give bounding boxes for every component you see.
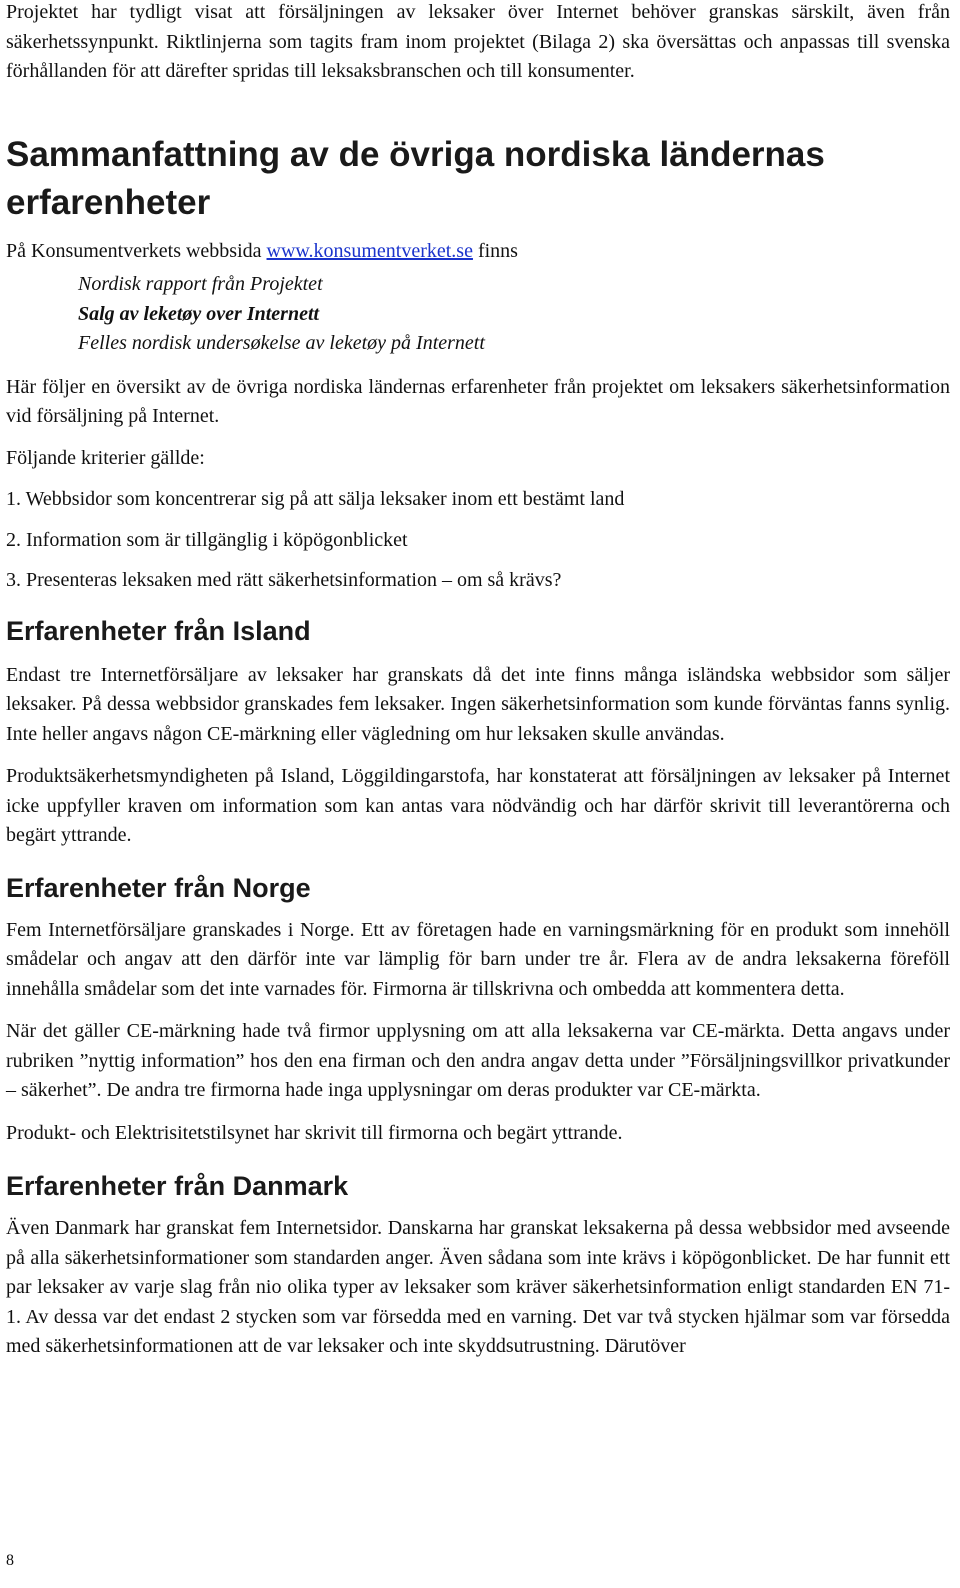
- criteria-item: 2. Information som är tillgänglig i köpögonblicket: [6, 528, 408, 551]
- konsumentverket-link[interactable]: www.konsumentverket.se: [266, 239, 473, 262]
- section-heading-island: Erfarenheter från Island: [6, 615, 311, 646]
- source-line-after: finns: [472, 239, 518, 262]
- intro-paragraph: Projektet har tydligt visat att försäljningen av leksaker över Internet behöver granskas särskilt, även från säkerhetssynpunkt. Riktlinjerna som tagits fram inom projektet (Bilaga 2) ska översättas och anpassas till svenska förhållanden för att därefter spridas till leksaksbranschen och till konsumenter.: [6, 1, 950, 82]
- document-page: [6, 0, 950, 1362]
- criteria-item: 3. Presenteras leksaken med rätt säkerhetsinformation – om så krävs?: [6, 569, 562, 591]
- norge-paragraph-1: Fem Internetförsäljare granskades i Norge. Ett av företagen hade en varningsmärkning för en produkt som innehöll smådelar och angav att den därför inte var lämplig för barn under tre år. Flera av de andra leksakerna föreföll innehålla smådelar som det inte varnades för. Firmorna är tillskrivna och ombedda att kommentera detta.: [6, 918, 950, 1000]
- reference-line-1: Nordisk rapport från Projektet: [78, 273, 323, 295]
- norge-paragraph-2: När det gäller CE-märkning hade två firmor upplysning om att alla leksakerna var CE-märkta. Detta angavs under rubriken ”nyttig information” hos den ena firman och den andra angav detta under ”Försäljningsvillkor privatkunder – säkerhet”. De andra tre firmorna hade inga upplysningar om deras produkter var CE-märkta.: [6, 1020, 950, 1101]
- page-number: 8: [6, 1552, 14, 1569]
- main-heading: Sammanfattning av de övriga nordiska ländernas erfarenheter: [6, 134, 825, 222]
- reference-line-2: Salg av leketøy over Internett: [78, 302, 320, 325]
- section-heading-norge: Erfarenheter från Norge: [6, 872, 311, 903]
- criteria-intro: Följande kriterier gällde:: [6, 446, 205, 469]
- source-line: [6, 237, 950, 267]
- overview-paragraph: Här följer en översikt av de övriga nordiska ländernas erfarenheter från projektet om leksakers säkerhetsinformation vid försäljning på Internet.: [6, 375, 950, 427]
- norge-paragraph-3: Produkt- och Elektrisitetstilsynet har skrivit till firmorna och begärt yttrande.: [6, 1121, 623, 1144]
- report-reference: [6, 270, 950, 359]
- island-paragraph-2: Produktsäkerhetsmyndigheten på Island, Löggildingarstofa, har konstaterat att försäljningen av leksaker på Internet icke uppfyller kraven om information som kan antas vara nödvändig och har därför skrivit till leverantörerna och begärt yttrande.: [6, 765, 950, 846]
- source-line-before: På Konsumentverkets webbsida: [6, 239, 267, 262]
- danmark-paragraph-1: Även Danmark har granskat fem Internetsidor. Danskarna har granskat leksakerna på dessa webbsidor med avseende på alla säkerhetsinformationer som standarden anger. Även sådana som inte krävs i köpögonblicket. De har funnit ett par leksaker av varje slag från nio olika typer av leksaker som kräver säkerhetsinformation enligt standarden EN 71-1. Av dessa var det endast 2 stycken som var försedda med en varning. Det var två stycken hjälmar som var försedda med säkerhetsinformationen att de var leksaker och inte skyddsutrustning. Därutöver: [6, 1217, 950, 1357]
- island-paragraph-1: Endast tre Internetförsäljare av leksaker har granskats då det inte finns många isländska webbsidor som säljer leksaker. På dessa webbsidor granskades fem leksaker. Ingen säkerhetsinformation som kunde förväntas fanns synlig. Inte heller angavs någon CE-märkning eller vägledning om hur leksaken skulle användas.: [6, 663, 950, 745]
- criteria-item: 1. Webbsidor som koncentrerar sig på att sälja leksaker inom ett bestämt land: [6, 488, 625, 510]
- reference-line-3: Felles nordisk undersøkelse av leketøy på Internett: [78, 332, 485, 354]
- section-heading-danmark: Erfarenheter från Danmark: [6, 1171, 349, 1201]
